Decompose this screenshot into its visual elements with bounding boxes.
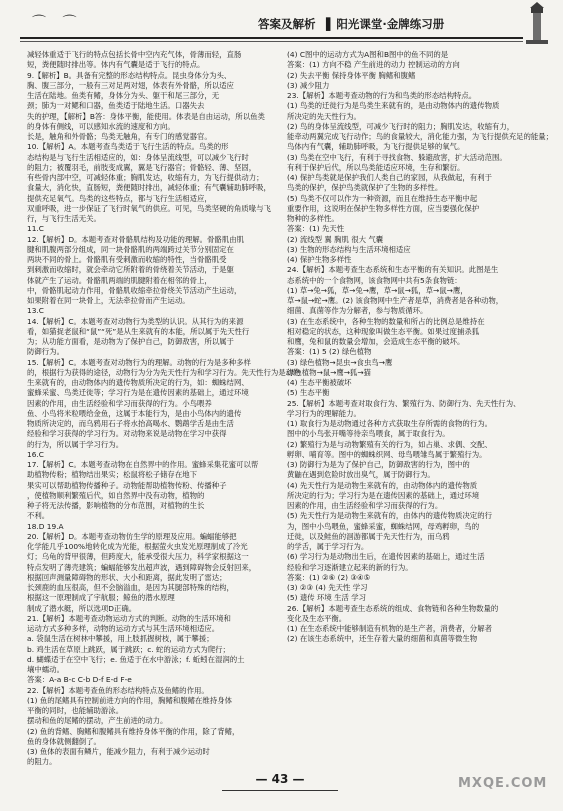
text-line: (3) ②③ (4) 先天性 学习: [287, 583, 368, 592]
text-line: 鸟体内有气囊，辅助肺呼吸，为飞行提供足够的氧气。: [287, 142, 465, 152]
text-line: 13.C: [27, 306, 44, 316]
text-line: 的身体有侧线，可以感知水流的速度和方向。: [27, 121, 175, 131]
text-line: 到刺激而收缩时，就会牵动它所附着的骨绕着关节活动，于是躯: [27, 265, 234, 275]
text-line: (2) 失去平衡 保持身体平衡 胸鳍和腹鳍: [287, 70, 416, 80]
header-title: [258, 16, 444, 32]
text-line: 减轻体重适于飞行的特点包括长骨中空内充气体，骨薄而轻，直肠: [27, 50, 242, 59]
text-line: 鸟类的保护，保护鸟类就保护了生物的多样性。: [287, 183, 443, 193]
text-line: 态结构是与飞行生活相适应的，如：身体呈流线型，可以减少飞行时: [27, 152, 249, 162]
text-line: (2) 鱼的背鳍、胸鳍和腹鳍具有维持身体平衡的作用，除了背鳍，: [27, 726, 240, 736]
text-line: (3) 鱼体的表面有鳞片，能减少阻力，有利于减少运动时: [27, 747, 210, 756]
text-line: 草→鼠→蛇→鹰。(2) 该食物网中生产者是草，消费者是各种动物，: [287, 296, 504, 305]
text-line: 绿色植物→鼠→鹰→狐→猫: [287, 367, 371, 377]
text-line: 图中的小鸟张开嘴等待亲鸟喂食，属于取食行为。: [287, 429, 450, 439]
text-line: 有利于保护后代，所以鸟类能适应环境，生存和繁衍。: [287, 162, 465, 172]
text-line: 答案：(1) ②⑥ (2) ③④⑤: [287, 572, 371, 582]
text-line: (5) 先天性行为是动物生来就有的，由体内的遗传物质决定的行: [287, 511, 492, 521]
text-line: b. 鸡生活在草原上跳跃，属于跳跃；c. 蛇的运动方式为爬行；: [27, 644, 230, 654]
text-line: 15.【解析】C。本题考查对动物行为的理解。动物的行为是多种多样: [27, 357, 251, 367]
header-title-left: 答案及解析: [258, 17, 316, 31]
text-line: 黄鼬在遇到危险时放出臭气，属于防御行为。: [287, 470, 435, 480]
text-line: 生活在陆地。鱼类有鳍，身体分为头、躯干和尾三部分，无: [27, 91, 220, 100]
text-line: (3) 绿色植物→昆虫→食虫鸟→鹰: [287, 357, 393, 367]
text-line: (2) 在该生态系统中，还生存着大量的细菌和真菌等微生物: [287, 634, 478, 644]
text-line: 24.【解析】本题考查生态系统和生态平衡的有关知识。此图是生: [287, 265, 499, 275]
text-line: (5) 鸟类不仅可以作为一种资源，而且在维持生态平衡中起: [287, 193, 478, 203]
text-line: 所决定的先天性行为。: [287, 111, 361, 121]
text-line: 因素的作用，由生活经验和学习而获得的行为。小鸟喂养: [27, 398, 212, 408]
text-line: 20.【解析】D。本题考查动物仿生学的原理及应用。蝙蝠能够把: [27, 531, 237, 541]
left-column: [27, 50, 301, 767]
text-line: 鱼、小鸟将米粒喂给金鱼，这属于本能行为，是由小鸟体内的遗传: [27, 408, 242, 418]
text-line: 经验和学习逐渐建立起来的新的行为。: [287, 562, 413, 572]
text-line: (4) 先天性行为是动物生来就有的，由动物体内的遗传物质: [287, 480, 478, 490]
text-line: 特点发明了薄壳建筑；蝙蝠能够发出超声波，遇到障碍物会反射回来，: [27, 562, 257, 572]
text-line: 14.【解析】C。本题考查对动物行为类型的认识。从其行为的来源: [27, 316, 244, 326]
text-line: 有些骨内部中空，可减轻体重；胸肌发达，收缩有力，为飞行提供动力；: [27, 173, 264, 182]
text-line: 物种的多样性。: [287, 214, 339, 223]
text-line: (1) 草→兔→狐，草→兔→鹰，草→鼠→狐，草→鼠→鹰，: [287, 285, 468, 295]
text-line: 9.【解析】B。具备有完整的形态结构特点。昆虫身体分为头、: [27, 70, 232, 80]
text-line: 答案：(1) 5 (2) 绿色植物: [287, 347, 372, 357]
lighthouse-icon: [520, 2, 554, 46]
text-line: (3) 生物的形态结构与生活环境相适应: [287, 244, 411, 254]
text-line: (4) 生态平衡被破坏: [287, 378, 352, 387]
text-line: 灯；乌龟的背甲很薄，但跨度大，能承受很大压力，科学家根据这一: [27, 552, 249, 562]
text-line: 物质所决定的，而乌鸦用石子将水抬高喝水、鹦鹉学舌是由生活: [27, 419, 234, 428]
text-line: 答案：(1) 先天性: [287, 224, 345, 234]
page-number: — 43 —: [255, 772, 305, 786]
text-line: 种子将无法传播，影响植物的分布范围，对植物的生长: [27, 501, 205, 510]
text-line: 看，如猫捉老鼠和“鼠”“死”是从生来就有的本能，所以属于先天性行: [27, 326, 250, 336]
text-line: (6) 学习行为是动物出生后，在遗传因素的基础上，通过生活: [287, 552, 485, 562]
header-rule-thick: [20, 37, 523, 39]
text-line: (5) 遗传 环境 生活 学习: [287, 593, 366, 603]
text-line: d. 蝴蝶适于在空中飞行；e. 鱼适于在水中游泳；f. 蚯蚓在湿润的土: [27, 654, 245, 664]
text-line: 长颈鹿的血压很高，但不会脑溢血，是因为其腿部特殊的结构，: [27, 583, 234, 592]
footer-rule: [222, 790, 338, 791]
text-line: 双重呼吸，进一步保证了飞行时氧气的供应。可见，鸟类坚硬的角质喙与飞: [27, 203, 271, 213]
text-line: 化学能几乎100%地转化成为光能，根据萤火虫发光原理制成了冷光: [27, 542, 248, 551]
text-line: 的行为，所以属于学习行为。: [27, 439, 124, 449]
page-header: [0, 0, 563, 48]
text-line: 孵卵、哺育等。图中的蜘蛛织网、母鸟喂雏鸟属于繁殖行为。: [287, 449, 487, 459]
text-line: 12.【解析】D。本题考查对骨骼肌结构及功能的理解。骨骼肌由肌: [27, 234, 244, 244]
text-line: 食量大，消化快，直肠短，粪便随时排出，减轻体重；有气囊辅助肺呼吸，: [27, 183, 271, 193]
text-line: 的，根据行为获得的途径，动物行为分为先天性行为和学习行为。先天性行为是动物: [27, 367, 301, 377]
text-line: 答案：(1) 方向不稳 产生前进的动力 控制运动的方向: [287, 60, 460, 70]
text-line: (1) 在生态系统中能够制造有机物的是生产者，消费者，分解者: [287, 624, 492, 633]
text-line: a. 袋鼠生活在树林中攀援，用上肢抓握树枝，属于攀援；: [27, 634, 214, 644]
text-line: 答案：A-a B-c C-b D-f E-d F-e: [27, 675, 132, 685]
text-line: 颈；肺为一对鳃和口器，鱼类适于陆地生活。口器失去: [27, 101, 205, 111]
text-line: 平衡的同时，也能辅助游泳。: [27, 706, 124, 715]
text-line: 提供充足氧气。鸟类的这些特点，都与飞行生活相适应，: [27, 193, 212, 203]
text-line: 摆动和鱼的尾鳍的摆动，产生前进的动力。: [27, 716, 168, 726]
text-line: 重要作用，这说明在保护生物多样性方面，应当要强化保护: [287, 203, 480, 213]
watermark-logo: MXQE.COM: [458, 776, 548, 791]
text-line: 迁徙，以及鲑鱼的洄游都属于先天性行为，而乌鸦: [287, 531, 450, 541]
text-line: 相对稳定的状态，这种现象叫做生态平衡。如果过度捕杀狐: [287, 326, 480, 336]
text-line: 蜜蜂采蜜、鸟类迁徙等；学习行为是在遗传因素的基础上，通过环境: [27, 388, 249, 398]
text-line: 根据回声测量障碍物的形状、大小和距离，据此发明了雷达；: [27, 572, 227, 582]
header-title-right: 阳光课堂·金牌练习册: [336, 17, 445, 31]
text-line: (2) 流线型 翼 胸肌 很大 气囊: [287, 234, 384, 244]
text-line: ，使植物顺利繁殖后代，如自然界中没有动物，植物的: [27, 490, 205, 500]
text-line: 中，骨骼肌起动力作用，骨骼肌收缩牵拉骨绕关节活动产生运动，: [27, 285, 242, 295]
text-line: 防御行为。: [27, 347, 64, 357]
header-rule-thin: [20, 41, 523, 42]
text-line: 运动方式多种多样，动物的运动方式与其生活环境相适应。: [27, 624, 220, 633]
text-line: (3) 在生态系统中，各种生物的数量和所占的比例总是维持在: [287, 316, 485, 326]
text-line: 的阻力。: [27, 757, 57, 767]
text-line: (3) 防御行为是为了保护自己，防御敌害的行为，图中的: [287, 460, 470, 469]
text-line: 25.【解析】本题考查对取食行为、繁殖行为、防御行为、先天性行为、: [287, 398, 521, 408]
text-line: 和鹰，兔和鼠的数量会增加，会造成生态平衡的破坏。: [287, 337, 465, 346]
text-line: 腱和肌腹两部分组成，同一块骨骼肌的两端跨过关节分别固定在: [27, 244, 234, 254]
text-line: 为；从功能方面看，是动物为了保护自己，防御敌害，所以属于: [27, 337, 234, 346]
text-line: (1) 鸟类的迁徙行为是鸟类生来就有的，是由动物体内的遗传物质: [287, 101, 500, 111]
text-line: (2) 繁殖行为是与动物繁殖有关的行为，如占巢、求偶、交配、: [287, 439, 492, 449]
text-line: 不利。: [27, 511, 50, 521]
text-line: 学习行为的理解能力。: [287, 408, 361, 418]
text-line: 变化及生态平衡。: [287, 613, 347, 623]
text-line: 细菌、真菌等作为分解者，参与物质循环。: [287, 306, 428, 316]
text-line: 26.【解析】本题考查生态系统的组成、食物链和各种生物数量的: [287, 603, 499, 613]
text-line: 17.【解析】C。本题考查动物在自然界中的作用。蜜蜂采集花蜜可以帮: [27, 460, 259, 469]
text-line: 11.C: [27, 224, 44, 234]
text-line: (5) 生态平衡: [287, 388, 330, 398]
text-line: 所决定的行为；学习行为是在遗传因素的基础上，通过环境: [287, 490, 480, 500]
text-line: 16.C: [27, 449, 44, 459]
text-line: 态系统中的一个食物网，该食物网中共有5条食物链：: [287, 275, 462, 285]
text-line: 因素的作用，由生活经验和学习而获得的行为。: [287, 501, 443, 510]
text-line: (3) 鸟类在空中飞行，有利于寻找食物、躲避敌害，扩大活动范围。: [287, 152, 507, 162]
text-line: 壤中蠕动。: [27, 665, 64, 674]
header-separator: ▐: [321, 17, 331, 31]
text-line: (3) 减少阻力: [287, 80, 330, 90]
text-line: 18.D 19.A: [27, 521, 64, 531]
text-line: 21.【解析】本题考查动物运动方式的判断。动物的生活环境和: [27, 613, 231, 623]
text-line: 助植物传粉；植物结出果实；松鼠将松子储存在地下: [27, 470, 197, 480]
text-line: (1) 取食行为是动物通过各种方式获取生存所需的食物的行为。: [287, 419, 492, 428]
text-line: 如果附着在同一块骨上，无法牵拉骨而产生运动。: [27, 296, 190, 305]
text-line: (4) 保护生物多样性: [287, 255, 352, 264]
text-line: 为，图中小鸟喂鱼，蜜蜂采蜜，蜘蛛结网，母鸡孵卵，鸟的: [287, 521, 480, 531]
text-line: 体就产生了运动。骨骼肌两端的肌腱附着在相邻的骨上，: [27, 275, 212, 285]
text-line: (1) 鱼的尾鳍具有控制前进方向的作用，胸鳍和腹鳍在维持身体: [27, 695, 232, 705]
text-line: (2) 鸟的身体呈流线型，可减少飞行时的阻力；胸肌发达，收缩有力，: [287, 121, 515, 131]
text-line: 鱼的身体就侧翻倒了。: [27, 736, 101, 746]
text-line: 短，粪便随时排出等。体内有气囊是适于飞行的特点。: [27, 60, 205, 70]
text-line: 制成了潜水艇，所以选项D正确。: [27, 603, 137, 613]
text-line: 的阻力；被覆羽毛，前肢变成翼，翼是飞行器官；骨骼轻、薄、坚固，: [27, 162, 257, 172]
right-column: [287, 50, 554, 758]
text-line: 经验和学习获得的学习行为。对动物来说是动物在学习中获得: [27, 429, 227, 439]
text-line: 长是，触角和外骨骼；鸟类无触角，有专门的感觉器官。: [27, 132, 212, 141]
text-line: 生来就有的，由动物体内的遗传物质所决定的行为，如：蜘蛛结网、: [27, 378, 249, 387]
text-line: 胸、腹三部分，一般有三对足两对翅，体表有外骨骼，所以适应: [27, 80, 234, 90]
text-line: 根据这一原理制成了宇航服；鲸鱼的潜水原理: [27, 593, 175, 603]
text-line: 失的护理，【解析】B答：身体平衡，能使用。体表是自由运动，所以鱼类: [27, 111, 265, 121]
text-line: 10.【解析】A。本题考查鸟类适于飞行生活的特点。鸟类的形: [27, 142, 229, 152]
text-line: 23.【解析】本题考查动物的行为和鸟类的形态结构特点。: [287, 91, 477, 100]
text-line: 能牵动两翼完成飞行动作；鸟的食量较大，消化能力强，为飞行提供充足的能量；: [287, 132, 554, 141]
text-line: 两块不同的骨上。骨骼肌有受刺激而收缩的特性，当骨骼肌受: [27, 255, 227, 264]
text-line: 行，与飞行生活无关。: [27, 214, 101, 223]
text-line: (4) C图中的运动方式为A图和B图中的鱼不同的是: [287, 50, 449, 59]
text-line: 22.【解析】本题考查鱼的形态结构特点及鱼鳍的作用。: [27, 685, 209, 695]
text-line: (4) 保护鸟类就是保护我们人类自己的家园，从我做起，有利于: [287, 173, 492, 182]
birds-icon: ⌒ ⌒: [32, 15, 83, 31]
text-line: 的学舌，属于学习行为。: [287, 542, 369, 551]
text-line: 果实可以帮助植物传播种子。动物能帮助植物传粉、传播种子: [27, 480, 227, 490]
